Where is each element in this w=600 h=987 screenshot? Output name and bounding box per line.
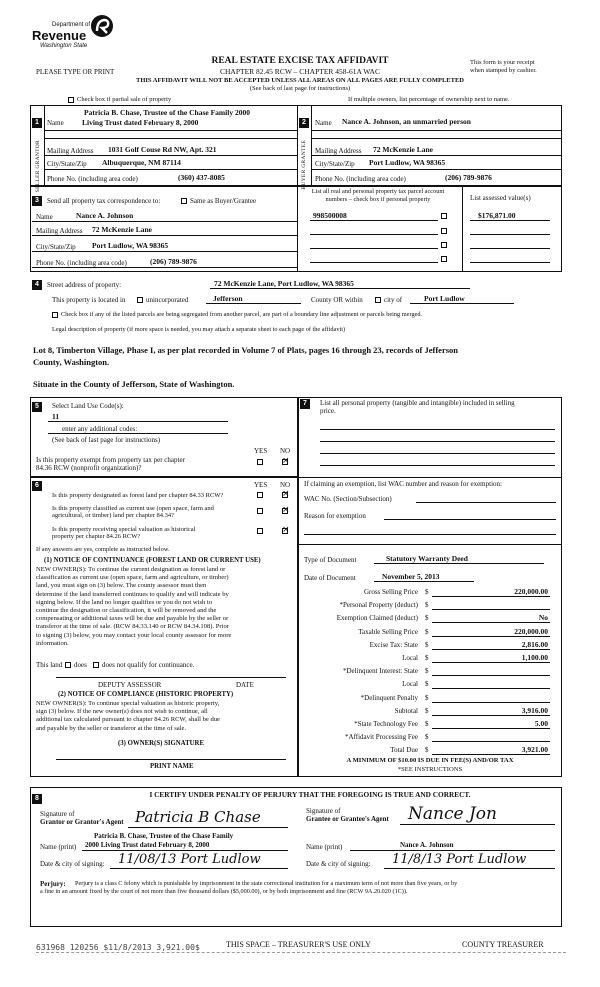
current-use-yes-checkbox[interactable] [257, 508, 263, 514]
please-type: PLEASE TYPE OR PRINT [36, 68, 115, 76]
additional-codes-label: enter any additional codes: [62, 425, 138, 433]
unincorporated-label: unincorporated [146, 296, 189, 304]
deputy-date-label: DATE [236, 681, 254, 689]
seller-side-label: SELLER GRANTOR [35, 140, 41, 193]
section-6-number: 6 [32, 481, 42, 491]
calc-currency-symbol: $ [425, 693, 429, 702]
parcel-number[interactable]: 998500008 [313, 211, 347, 220]
partial-sale-label: Check box if partial sale of property [77, 96, 172, 103]
reason-label: Reason for exemption [304, 512, 366, 520]
notice1-line: transferor at the time of sale. (RCW 84.33.140 or RCW 84.34.108). Prior [36, 623, 229, 631]
assessed-header: List assessed value(s) [470, 194, 531, 202]
same-as-buyer-label: Same as Buyer/Grantee [190, 197, 257, 205]
owner-signature-label: (3) OWNER(S) SIGNATURE [118, 740, 204, 747]
notice2-line: additional tax calculated pursuant to chapter 84.26 RCW, shall be due [36, 716, 220, 724]
calc-currency-symbol: $ [425, 627, 429, 636]
notice1-line: compensating or additional taxes will be due and payable by the seller or [36, 615, 229, 623]
buyer-phone[interactable]: (206) 789-9876 [445, 173, 492, 182]
s6-q3b: property per chapter 84.26 RCW? [52, 533, 141, 540]
calc-value[interactable]: No [538, 613, 548, 623]
calc-label: *Personal Property (deduct) [339, 601, 418, 610]
calc-label: Local [402, 680, 418, 689]
grantee-sig-label-1: Signature of [306, 807, 341, 815]
certify-statement: I CERTIFY UNDER PENALTY OF PERJURY THAT THE FOREGOING IS TRUE AND CORRECT. [149, 790, 471, 799]
s6-q3a: Is this property receiving special valuation as historical [52, 526, 196, 533]
legal-line-2[interactable]: County, Washington. [33, 357, 110, 367]
buyer-side-label: BUYER GRANTEE [301, 140, 307, 190]
calc-value[interactable]: 1,100.00 [521, 653, 548, 662]
calc-currency-symbol: $ [425, 601, 429, 610]
land-use-label: Select Land Use Code(s): [52, 402, 124, 410]
seller-mailing[interactable]: 1031 Golf Couse Rd NW, Apt. 321 [108, 145, 217, 154]
perjury-text-1: Perjury is a class C felony which is punishable by imprisonment in the state correctional institution for a maximum term of not more than five years, or by [75, 880, 458, 887]
grantee-date-label: Date & city of signing: [306, 860, 371, 868]
multiple-owners-label: If multiple owners, list percentage of ownership next to name. [348, 96, 510, 103]
calc-currency-symbol: $ [425, 706, 429, 715]
notice2-line: sign (3) below. If the new owner(s) does not wish to continue, all [36, 708, 208, 716]
situate-line[interactable]: Situate in the County of Jefferson, State of Washington. [33, 379, 235, 389]
calc-currency-symbol: $ [425, 654, 429, 662]
minimum-fee-1: A MINIMUM OF $10.00 IS DUE IN FEE(S) AND/OR TAX [346, 757, 514, 764]
form-subtitle: CHAPTER 82.45 RCW – CHAPTER 458-61A WAC [220, 67, 380, 76]
s6-yes: YES [254, 481, 268, 489]
s3-mailing-label: Mailing Address [36, 227, 83, 235]
grantee-name-print-label: Name (print) [306, 843, 343, 851]
dept-line1: Department of [52, 22, 91, 28]
notice1-line: signing below. If the land no longer qualifies or you do not wish to [36, 598, 213, 606]
correspondence-label: Send all property tax correspondence to: [47, 197, 161, 205]
calc-label: Local [402, 654, 418, 662]
calc-label: *Delinquent Penalty [360, 693, 418, 702]
county-label: County OR within [311, 296, 363, 304]
forest-yes-checkbox[interactable] [257, 492, 263, 498]
seller-phone[interactable]: (360) 437-8085 [178, 173, 225, 182]
section-5-number: 5 [32, 402, 42, 412]
grantor-date-city[interactable]: 11/08/13 Port Ludlow [118, 852, 261, 867]
doc-date[interactable]: November 5, 2013 [382, 572, 440, 581]
buyer-name-label: Name [315, 119, 332, 127]
legal-line-1[interactable]: Lot 8, Timberton Village, Phase I, as per plat recorded in Volume 7 of Plats, pages 16 through 23, records of Jefferson [33, 345, 458, 355]
receipt-note-1: This form is your receipt [470, 59, 535, 66]
legal-label: Legal description of property (if more space is needed, you may attach a separate sheet to each page of the affidavit) [52, 326, 346, 333]
s5-see-back: (See back of last page for instructions) [52, 436, 161, 444]
grantor-sig-label-1: Signature of [40, 810, 75, 818]
grantee-sig-label-2: Grantee or Grantee's Agent [306, 815, 389, 823]
county-value[interactable]: Jefferson [213, 294, 243, 303]
does-checkbox[interactable] [65, 662, 71, 668]
current-use-no-checkbox[interactable] [282, 508, 288, 514]
personal-property-checkbox-3[interactable] [441, 242, 447, 248]
section-3-number: 3 [32, 196, 42, 206]
section-1-number: 1 [32, 118, 42, 128]
notice1-line: classification as current use (open space, farm and agriculture, or timber) [36, 574, 229, 582]
warning: THIS AFFIDAVIT WILL NOT BE ACCEPTED UNLESS ALL AREAS ON ALL PAGES ARE FULLY COMPLETED [136, 77, 464, 84]
exempt-q1: Is this property exempt from property tax per chapter [36, 456, 185, 464]
calc-currency-symbol: $ [425, 640, 429, 649]
city-of-label: city of [384, 296, 403, 304]
s6-q2b: agricultural, or timber) land per chapter 84.34? [52, 512, 175, 519]
assessed-value[interactable]: $176,871.00 [478, 211, 516, 220]
s5-yes: YES [254, 447, 268, 455]
grantor-name-1[interactable]: Patricia B. Chase, Trustee of the Chase Family [94, 832, 234, 840]
perjury-label: Perjury: [40, 880, 66, 888]
see-back: (See back of last page for instructions) [249, 85, 351, 92]
seller-city[interactable]: Albuquerque, NM 87114 [102, 158, 181, 167]
calc-label: Exemption Claimed (deduct) [336, 614, 418, 623]
personal-property-checkbox-2[interactable] [441, 228, 447, 234]
does-not-checkbox[interactable] [93, 662, 99, 668]
historic-yes-checkbox[interactable] [257, 528, 263, 534]
treasurer-stamp: 631968 120256 $11/8/2013 3,921.00$ [36, 943, 200, 952]
wac-no-label: WAC No. (Section/Subsection) [304, 495, 392, 503]
notice1-line: land, you must sign on (3) below. The county assessor must then [36, 582, 207, 590]
within-city-checkbox[interactable] [375, 297, 381, 303]
buyer-mailing[interactable]: 72 McKenzie Lane [373, 145, 433, 154]
seller-phone-label: Phone No. (including area code) [47, 175, 138, 183]
section-2-number: 2 [299, 118, 309, 128]
grantee-name[interactable]: Nance A. Johnson [400, 841, 454, 849]
exempt-q2: 84.36 RCW (nonprofit organization)? [36, 464, 142, 472]
grantee-date-city[interactable]: 11/8/13 Port Ludlow [392, 852, 527, 867]
calc-label: *Affidavit Processing Fee [345, 733, 418, 742]
calc-label: *State Technology Fee [354, 720, 418, 728]
notice1-line: continue the designation or classification, it will be removed and the [36, 607, 217, 615]
s3-mailing[interactable]: 72 McKenzie Lane [92, 225, 152, 234]
buyer-phone-label: Phone No. (including area code) [315, 175, 406, 183]
notice1-line: information. [36, 639, 69, 647]
if-yes-label: If any answers are yes, complete as instructed below. [36, 546, 170, 553]
calc-value[interactable]: 3,921.00 [521, 745, 548, 755]
parcel-header-1: List all real and personal property tax parcel account [311, 188, 445, 195]
seller-city-label: City/State/Zip [47, 160, 87, 168]
segregated-label: Check box if any of the listed parcels are being segregated from another parcel, are part of a boundary line adjustment or parcels being merged. [61, 311, 423, 318]
seller-name-2[interactable]: Living Trust dated February 8, 2000 [82, 118, 199, 127]
calc-label: Excise Tax: State [369, 640, 418, 649]
section-4-number: 4 [32, 280, 42, 290]
calc-currency-symbol: $ [425, 680, 429, 689]
minimum-fee-2: *SEE INSTRUCTIONS [397, 766, 463, 773]
calc-value[interactable]: 5.00 [534, 719, 548, 728]
perjury-text-2: a fine in an amount fixed by the court of not more than five thousand dollars ($5,000.00), or by both imprisonment and fine (RCW 9A.20.020 (1C)). [40, 888, 408, 895]
calc-currency-symbol: $ [425, 720, 429, 728]
section-7-number: 7 [300, 399, 310, 409]
street-label: Street address of property: [47, 281, 122, 289]
dept-line2: Revenue [32, 28, 87, 43]
grantor-name-print-label: Name (print) [40, 843, 77, 851]
treasurer-space-label: THIS SPACE – TREASURER'S USE ONLY [226, 940, 371, 949]
calc-label: Taxable Selling Price [358, 627, 418, 636]
notice1-line: NEW OWNER(S): To continue the current designation as forest land or [36, 566, 226, 573]
wac-label: If claiming an exemption, list WAC number and reason for exemption: [304, 480, 502, 488]
s3-city[interactable]: Port Ludlow, WA 98365 [92, 241, 169, 250]
personal-prop-label-2: price. [320, 407, 336, 415]
seller-mailing-label: Mailing Address [47, 147, 94, 155]
segregated-checkbox[interactable] [52, 312, 58, 318]
calc-currency-symbol: $ [425, 746, 429, 755]
buyer-city[interactable]: Port Ludlow, WA 98365 [369, 158, 446, 167]
grantor-date-label: Date & city of signing: [40, 860, 105, 868]
parcel-header-2: numbers – check box if personal property [325, 196, 431, 203]
same-as-buyer-checkbox[interactable] [181, 198, 187, 204]
this-land-label: This land [36, 661, 63, 669]
grantor-signature[interactable]: Patricia B Chase [135, 808, 261, 826]
grantee-signature[interactable]: Nance Jon [408, 804, 497, 824]
city-value[interactable]: Port Ludlow [424, 294, 465, 303]
exempt-yes-checkbox[interactable] [257, 459, 263, 465]
calc-label: Gross Selling Price [363, 588, 418, 596]
notice1-title: (1) NOTICE OF CONTINUANCE (FOREST LAND OR CURRENT USE) [44, 557, 261, 564]
s3-city-label: City/State/Zip [36, 243, 76, 251]
s6-q2a: Is this property classified as current use (open space, farm and [52, 505, 214, 512]
unincorporated-checkbox[interactable] [137, 297, 143, 303]
calc-currency-symbol: $ [425, 667, 429, 676]
does-label: does [74, 661, 87, 669]
buyer-name[interactable]: Nance A. Johnson, an unmarried person [342, 117, 471, 126]
partial-sale-checkbox[interactable] [68, 97, 74, 103]
notice1-line: determine if the land transferred continues to qualify and will indicate by [36, 590, 229, 598]
calc-value[interactable]: 220,000.00 [514, 587, 548, 596]
doc-type[interactable]: Statutory Warranty Deed [386, 554, 468, 563]
calc-currency-symbol: $ [425, 588, 429, 596]
historic-no-checkbox[interactable] [282, 528, 288, 534]
grantor-sig-label-2: Grantor or Grantor's Agent [40, 818, 124, 826]
does-not-label: does not qualify for continuance. [102, 661, 195, 669]
notice2-body [36, 700, 294, 733]
buyer-city-label: City/State/Zip [315, 160, 355, 168]
notice2-title: (2) NOTICE OF COMPLIANCE (HISTORIC PROPERTY) [58, 691, 234, 698]
notice1-body [36, 566, 294, 648]
s3-name-label: Name [36, 213, 53, 221]
doc-date-label: Date of Document [304, 574, 356, 582]
calc-currency-symbol: $ [425, 614, 429, 623]
calc-value[interactable]: 2,816.00 [521, 639, 548, 649]
dept-line3: Washington State [40, 43, 88, 49]
buyer-mailing-label: Mailing Address [315, 147, 362, 155]
county-treasurer-label: COUNTY TREASURER [462, 940, 544, 949]
section-8-number: 8 [32, 794, 42, 804]
revenue-logo-icon [90, 14, 114, 38]
seller-name-label: Name [47, 119, 64, 127]
calc-currency-symbol: $ [425, 733, 429, 742]
seller-name-1[interactable]: Patricia B. Chase, Trustee of the Chase Family 2000 [84, 108, 250, 117]
form-title: REAL ESTATE EXCISE TAX AFFIDAVIT [211, 56, 389, 66]
notice2-line: NEW OWNER(S): To continue special valuation as historic property, [36, 700, 220, 707]
located-label: This property is located in [52, 296, 126, 304]
s5-no: NO [280, 447, 291, 455]
notice1-line: to signing (3) below, you may contact your local county assessor for more [36, 631, 232, 639]
land-use-code[interactable]: 11 [52, 412, 60, 421]
personal-property-checkbox-1[interactable] [441, 213, 447, 219]
calc-value[interactable]: 220,000.00 [514, 626, 548, 636]
s3-phone-label: Phone No. (including area code) [36, 259, 127, 267]
personal-property-checkbox-4[interactable] [441, 256, 447, 262]
receipt-note-2: when stamped by cashier. [470, 67, 537, 74]
s6-no: NO [280, 481, 291, 489]
calc-label: *Delinquent Interest: State [342, 667, 418, 676]
notice2-line: and payable by the seller or transferor at the time of sale. [36, 724, 187, 732]
personal-prop-label-1: List all personal property (tangible and intangible) included in selling [320, 399, 515, 407]
doc-type-label: Type of Document [304, 556, 357, 564]
forest-no-checkbox[interactable] [282, 492, 288, 498]
exempt-no-checkbox[interactable] [282, 459, 288, 465]
calc-label: Subtotal [394, 706, 418, 715]
calc-label: Total Due [390, 746, 418, 755]
s3-phone[interactable]: (206) 789-9876 [150, 257, 197, 266]
calc-value[interactable]: 3,916.00 [521, 705, 548, 715]
s6-q1: Is this property designated as forest land per chapter 84.33 RCW? [52, 492, 224, 499]
s3-name[interactable]: Nance A. Johnson [76, 211, 134, 220]
street-address[interactable]: 72 McKenzie Lane, Port Ludlow, WA 98365 [214, 279, 354, 288]
grantor-name-2[interactable]: 2000 Living Trust dated February 8, 2000 [85, 841, 210, 849]
deputy-assessor-label: DEPUTY ASSESSOR [98, 681, 162, 689]
print-name-label: PRINT NAME [150, 763, 194, 770]
